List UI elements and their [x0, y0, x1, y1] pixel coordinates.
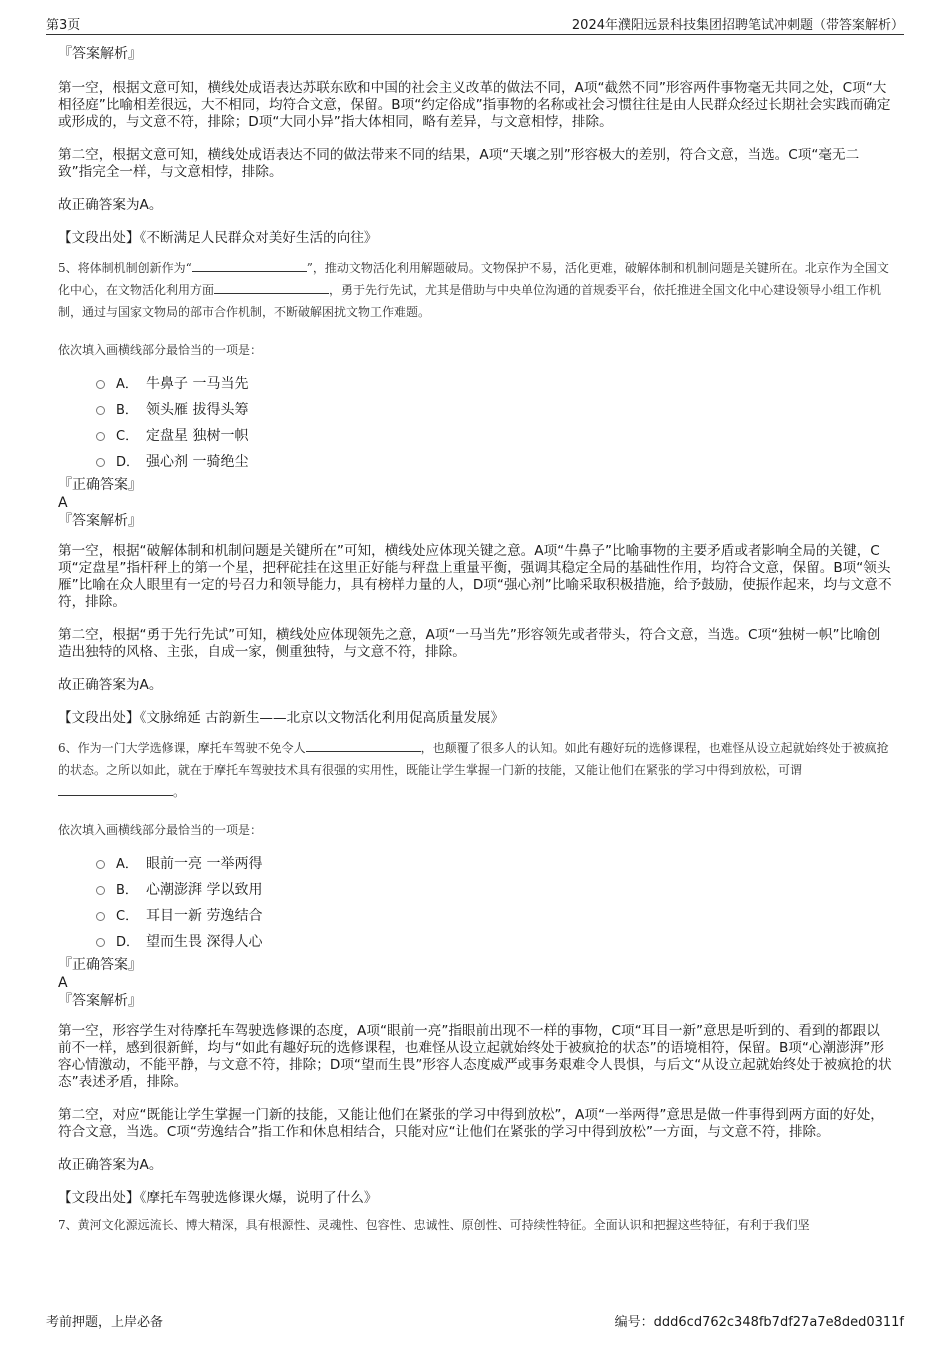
option-b[interactable]: B． 心潮澎湃 学以致用: [96, 877, 893, 903]
option-a[interactable]: A． 眼前一亮 一举两得: [96, 851, 893, 877]
radio-icon[interactable]: [96, 380, 105, 389]
radio-icon[interactable]: [96, 406, 105, 415]
option-d[interactable]: D． 强心剂 一骑绝尘: [96, 449, 893, 475]
question-5-stem: 5、将体制机制创新作为“ ”，推动文物活化利用解题破局。文物保护不易，活化更难，破解体制和机制问题是关键所在。北京作为全国文化中心，在文物活化利用方面 ，勇于先行先试，尤其是借助与中央单位沟通的首规委平台，依托推进全国文化中心建设领导小组工作机制，通过与国家文物局的部市合作机制，不断破解困扰文物工作难题。: [58, 261, 889, 319]
question-prompt: 依次填入画横线部分最恰当的一项是：: [58, 823, 263, 837]
radio-icon[interactable]: [96, 458, 105, 467]
conclusion: 故正确答案为A。: [58, 1157, 163, 1173]
fill-blank: [306, 739, 421, 752]
radio-icon[interactable]: [96, 938, 105, 947]
conclusion: 故正确答案为A。: [58, 677, 163, 693]
analysis-paragraph: 第一空，根据“破解体制和机制问题是关键所在”可知，横线处应体现关键之意。A项“牛鼻子”比喻事物的主要矛盾或者影响全局的关键，C项“定盘星”指杆秤上的第一个星，把秤砣挂在这里正好能与秤盘上重量平衡，强调其稳定全局的基础性作用，均符合文意，保留。B项“领头雁”比喻在众人眼里有一定的号召力和领导能力，具有榜样力量的人，D项“强心剂”比喻采取积极措施，给予鼓励，使振作起来，均与文意不符，排除。: [58, 543, 892, 610]
option-c[interactable]: C． 定盘星 独树一帜: [96, 423, 893, 449]
correct-answer-title: 『正确答案』: [58, 477, 142, 493]
page-header: [46, 14, 904, 35]
question-6-stem: 6、作为一门大学选修课，摩托车驾驶不免令人 ，也颠覆了很多人的认知。如此有趣好玩的选修课程，也难怪从设立起就始终处于被疯抢的状态。之所以如此，就在于摩托车驾驶技术具有很强的实用性，既能让学生掌握一门新的技能，又能让他们在紧张的学习中得到放松，可谓。: [58, 741, 889, 799]
radio-icon[interactable]: [96, 886, 105, 895]
correct-answer: A: [58, 975, 68, 991]
page-content: [58, 44, 893, 1233]
radio-icon[interactable]: [96, 860, 105, 869]
radio-icon[interactable]: [96, 912, 105, 921]
analysis-paragraph: 第二空，对应“既能让学生掌握一门新的技能，又能让他们在紧张的学习中得到放松”，A项“一举两得”意思是做一件事得到两方面的好处，符合文意，当选。C项“劳逸结合”指工作和休息相结合，只能对应“让他们在紧张的学习中得到放松”一方面，与文意不符，排除。: [58, 1107, 884, 1140]
footer-slogan: 考前押题，上岸必备: [46, 1315, 164, 1330]
correct-answer: A: [58, 495, 68, 511]
analysis-paragraph: 第二空，根据文意可知，横线处成语表达不同的做法带来不同的结果，A项“天壤之别”形容极大的差别，符合文意，当选。C项“毫无二致”指完全一样，与文意相悖，排除。: [58, 147, 860, 180]
analysis-title: 『答案解析』: [58, 513, 142, 529]
radio-icon[interactable]: [96, 432, 105, 441]
analysis-paragraph: 第一空，根据文意可知，横线处成语表达苏联东欧和中国的社会主义改革的做法不同，A项“截然不同”形容两件事物毫无共同之处，C项“大相径庭”比喻相差很远，大不相同，均符合文意，保留。B项“约定俗成”指事物的名称或社会习惯往往是由人民群众经过长期社会实践而确定或形成的，与文意不符，排除；D项“大同小异”指大体相同，略有差异，与文意相悖，排除。: [58, 80, 891, 130]
question-prompt: 依次填入画横线部分最恰当的一项是：: [58, 343, 263, 357]
question-7-stem: 7、黄河文化源远流长、博大精深，具有根源性、灵魂性、包容性、忠诚性、原创性、可持续性特征。全面认识和把握这些特征，有利于我们坚: [58, 1218, 810, 1232]
option-c[interactable]: C． 耳目一新 劳逸结合: [96, 903, 893, 929]
option-b[interactable]: B． 领头雁 拔得头筹: [96, 397, 893, 423]
option-a[interactable]: A． 牛鼻子 一马当先: [96, 371, 893, 397]
document-code: 编号：ddd6cd762c348fb7df27a7e8ded0311f: [614, 1315, 904, 1330]
page-number: 第3页: [46, 18, 81, 33]
source-citation: 【文段出处】《摩托车驾驶选修课火爆，说明了什么》: [58, 1190, 378, 1206]
analysis-title: 『答案解析』: [58, 46, 142, 62]
source-citation: 【文段出处】《文脉绵延 古韵新生——北京以文物活化利用促高质量发展》: [58, 710, 505, 726]
correct-answer-title: 『正确答案』: [58, 957, 142, 973]
fill-blank: [214, 281, 329, 294]
fill-blank: [58, 783, 173, 796]
analysis-title: 『答案解析』: [58, 993, 142, 1009]
document-title: 2024年濮阳远景科技集团招聘笔试冲刺题（带答案解析）: [571, 18, 904, 33]
source-citation: 【文段出处】《不断满足人民群众对美好生活的向往》: [58, 230, 378, 246]
analysis-paragraph: 第二空，根据“勇于先行先试”可知，横线处应体现领先之意，A项“一马当先”形容领先或者带头，符合文意，当选。C项“独树一帜”比喻创造出独特的风格、主张，自成一家，侧重独特，与文意不符，排除。: [58, 627, 881, 660]
question-5-options: [58, 371, 893, 475]
page-footer: [46, 1311, 904, 1331]
conclusion: 故正确答案为A。: [58, 197, 163, 213]
question-6-options: [58, 851, 893, 955]
analysis-paragraph: 第一空，形容学生对待摩托车驾驶选修课的态度，A项“眼前一亮”指眼前出现不一样的事物，C项“耳目一新”意思是听到的、看到的都跟以前不一样，感到很新鲜，均与“如此有趣好玩的选修课程，也难怪从设立起就始终处于被疯抢的状态”的语境相符，保留。B项“心潮澎湃”形容心情激动，不能平静，与文意不符，排除；D项“望而生畏”形容人态度威严或事务艰难令人畏惧，与后文“从设立起就始终处于被疯抢的状态”表述矛盾，排除。: [58, 1023, 892, 1090]
fill-blank: [192, 259, 307, 272]
option-d[interactable]: D． 望而生畏 深得人心: [96, 929, 893, 955]
